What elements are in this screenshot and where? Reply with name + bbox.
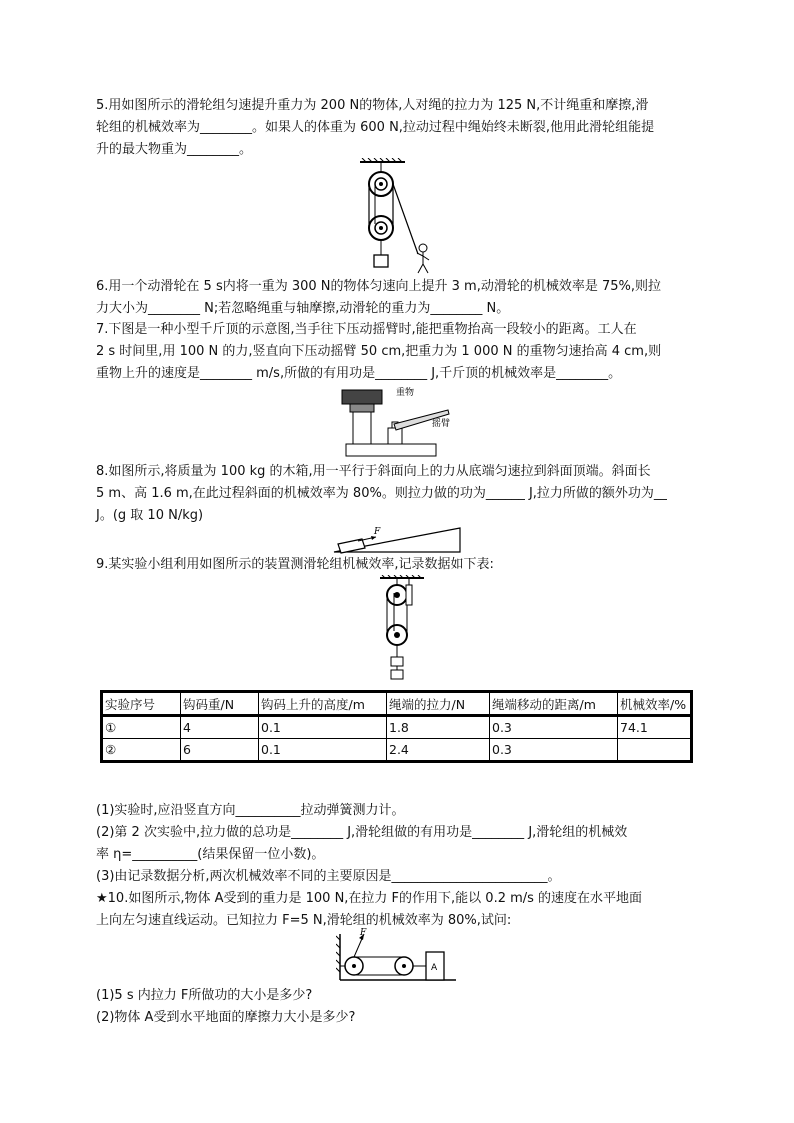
- table-cell: 0.1: [259, 739, 387, 762]
- table-cell: 6: [181, 739, 259, 762]
- q10-line-1: ★10.如图所示,物体 A受到的重力是 100 N,在拉力 F的作用下,能以 0.2 m/s 的速度在水平地面: [96, 891, 643, 906]
- jack-figure: [336, 384, 456, 460]
- q6-line-2: 力大小为________ N;若忽略绳重与轴摩擦,动滑轮的重力为________ N。: [96, 301, 510, 316]
- table-row: [102, 739, 692, 762]
- label-arm: 摇臂: [432, 419, 451, 429]
- q7-line-2: 2 s 时间里,用 100 N 的力,竖直向下压动摇臂 50 cm,把重力为 1 000 N 的重物匀速抬高 4 cm,则: [96, 344, 662, 359]
- table-cell: 4: [181, 716, 259, 739]
- q9-line-1: 9.某实验小组利用如图所示的装置测滑轮组机械效率,记录数据如下表:: [96, 557, 494, 572]
- table-cell: 0.1: [259, 716, 387, 739]
- table-header-cell: 绳端的拉力/N: [387, 692, 490, 716]
- q9-sub-1: (1)实验时,应沿竖直方向__________拉动弹簧测力计。: [96, 803, 405, 818]
- table-header-cell: 绳端移动的距离/m: [490, 692, 618, 716]
- q6-line-1: 6.用一个动滑轮在 5 s内将一重为 300 N的物体匀速向上提升 3 m,动滑轮的机械效率是 75%,则拉: [96, 279, 662, 294]
- label-force-incline: F: [374, 527, 381, 537]
- q9-sub-2a: (2)第 2 次实验中,拉力做的总功是________ J,滑轮组做的有用功是________ J,滑轮组的机械效: [96, 825, 628, 840]
- horizontal-pulley-figure: [336, 928, 460, 984]
- pulley-spring-figure: [378, 575, 426, 683]
- table-row: [102, 716, 692, 739]
- table-cell: 2.4: [387, 739, 490, 762]
- table-cell: [618, 739, 692, 762]
- q5-line-3: 升的最大物重为________。: [96, 142, 253, 157]
- q8-line-3: J。(g 取 10 N/kg): [96, 508, 204, 523]
- table-cell: ②: [102, 739, 181, 762]
- q10-sub-1: (1)5 s 内拉力 F所做功的大小是多少?: [96, 988, 313, 1003]
- table-cell: 0.3: [490, 739, 618, 762]
- q5-line-2: 轮组的机械效率为________。如果人的体重为 600 N,拉动过程中绳始终未断裂,他用此滑轮组能提: [96, 120, 655, 135]
- incline-figure: [332, 524, 464, 554]
- q9-sub-3: (3)由记录数据分析,两次机械效率不同的主要原因是________________________。: [96, 869, 561, 884]
- table-header-cell: 机械效率/%: [618, 692, 692, 716]
- q7-line-3: 重物上升的速度是________ m/s,所做的有用功是________ J,千斤顶的机械效率是________。: [96, 366, 622, 381]
- table-header-cell: 钩码重/N: [181, 692, 259, 716]
- table-header-row: [102, 692, 692, 716]
- table-header-cell: 实验序号: [102, 692, 181, 716]
- label-block-a: A: [431, 963, 438, 973]
- q9-sub-2b: 率 η=__________(结果保留一位小数)。: [96, 847, 325, 862]
- table-header-cell: 钩码上升的高度/m: [259, 692, 387, 716]
- table-cell: 0.3: [490, 716, 618, 739]
- data-table: [100, 690, 693, 763]
- q10-line-2: 上向左匀速直线运动。已知拉力 F=5 N,滑轮组的机械效率为 80%,试问:: [96, 913, 512, 928]
- pulley-person-figure: [350, 158, 440, 276]
- q5-line-1: 5.用如图所示的滑轮组匀速提升重力为 200 N的物体,人对绳的拉力为 125 N,不计绳重和摩擦,滑: [96, 98, 649, 113]
- label-force-pulley: F: [360, 928, 367, 938]
- q7-line-1: 7.下图是一种小型千斤顶的示意图,当手往下压动摇臂时,能把重物抬高一段较小的距离。工人在: [96, 322, 637, 337]
- table-cell: 1.8: [387, 716, 490, 739]
- table-cell: 74.1: [618, 716, 692, 739]
- label-weight: 重物: [396, 388, 415, 398]
- q8-line-2: 5 m、高 1.6 m,在此过程斜面的机械效率为 80%。则拉力做的功为______ J,拉力所做的额外功为__: [96, 486, 667, 501]
- table-cell: ①: [102, 716, 181, 739]
- q10-sub-2: (2)物体 A受到水平地面的摩擦力大小是多少?: [96, 1010, 356, 1025]
- q8-line-1: 8.如图所示,将质量为 100 kg 的木箱,用一平行于斜面向上的力从底端匀速拉到斜面顶端。斜面长: [96, 464, 651, 479]
